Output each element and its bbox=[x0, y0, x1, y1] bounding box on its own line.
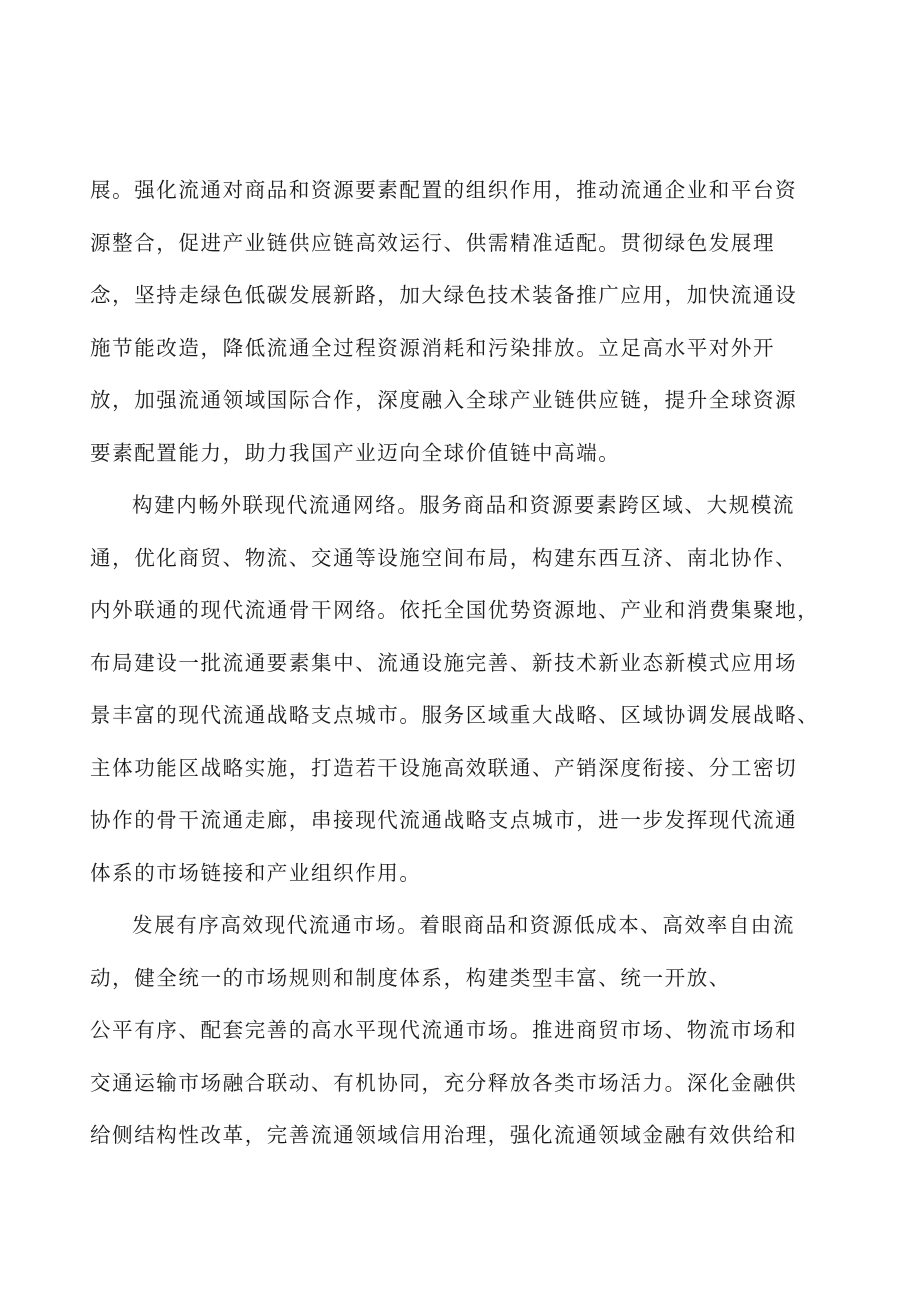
text-line: 展。强化流通对商品和资源要素配置的组织作用，推动流通企业和平台资 bbox=[90, 178, 798, 202]
text-line: 体系的市场链接和产业组织作用。 bbox=[90, 860, 422, 885]
paragraph-market bbox=[90, 899, 850, 1162]
text-line: 通，优化商贸、物流、交通等设施空间布局，构建东西互济、南北协作、 bbox=[90, 545, 798, 570]
text-line: 内外联通的现代流通骨干网络。依托全国优势资源地、产业和消费集聚地， bbox=[90, 598, 820, 622]
text-line: 发展有序高效现代流通市场。着眼商品和资源低成本、高效率自由流 bbox=[132, 913, 795, 937]
text-line: 主体功能区战略实施，打造若干设施高效联通、产销深度衔接、分工密切 bbox=[90, 755, 798, 780]
text-line: 动，健全统一的市场规则和制度体系，构建类型丰富、统一开放、 bbox=[90, 965, 731, 990]
text-line: 协作的骨干流通走廊，串接现代流通战略支点城市，进一步发挥现代流通 bbox=[90, 808, 798, 832]
text-line: 构建内畅外联现代流通网络。服务商品和资源要素跨区域、大规模流 bbox=[132, 493, 795, 517]
text-line: 放，加强流通领域国际合作，深度融入全球产业链供应链，提升全球资源 bbox=[90, 388, 798, 412]
text-line: 要素配置能力，助力我国产业迈向全球价值链中高端。 bbox=[90, 440, 621, 465]
text-line: 交通运输市场融合联动、有机协同，充分释放各类市场活力。深化金融供 bbox=[90, 1070, 798, 1095]
text-line: 施节能改造，降低流通全过程资源消耗和污染排放。立足高水平对外开 bbox=[90, 335, 776, 360]
paragraph-network bbox=[90, 479, 850, 899]
text-line: 公平有序、配套完善的高水平现代流通市场。推进商贸市场、物流市场和 bbox=[90, 1018, 798, 1042]
document-body bbox=[90, 164, 850, 1162]
text-line: 布局建设一批流通要素集中、流通设施完善、新技术新业态新模式应用场 bbox=[90, 650, 798, 675]
paragraph-openness bbox=[90, 164, 850, 479]
text-line: 给侧结构性改革，完善流通领域信用治理，强化流通领域金融有效供给和 bbox=[90, 1123, 798, 1147]
text-line: 念，坚持走绿色低碳发展新路，加大绿色技术装备推广应用，加快流通设 bbox=[90, 283, 798, 307]
text-line: 景丰富的现代流通战略支点城市。服务区域重大战略、区域协调发展战略、 bbox=[90, 703, 820, 727]
text-line: 源整合，促进产业链供应链高效运行、供需精准适配。贯彻绿色发展理 bbox=[90, 230, 776, 255]
